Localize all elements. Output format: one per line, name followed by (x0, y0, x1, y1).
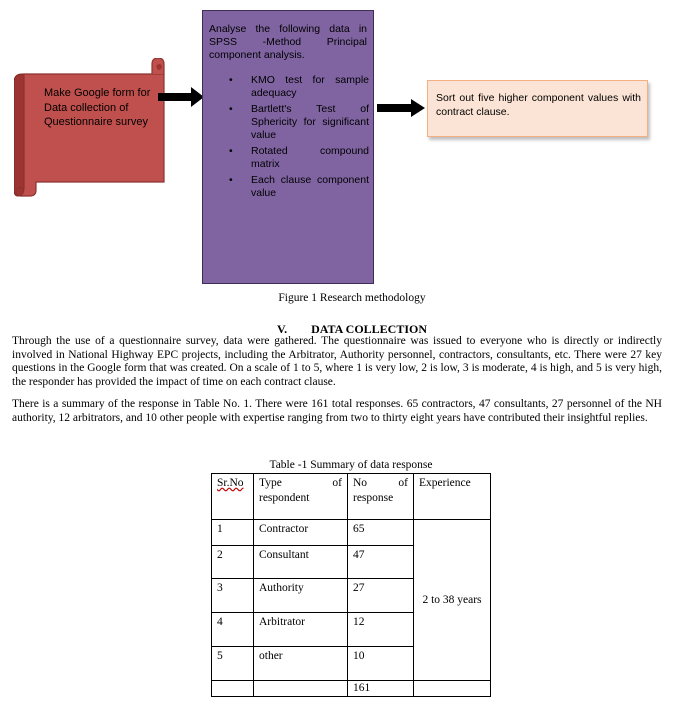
experience-cell: 2 to 38 years (414, 520, 491, 681)
header-type: Type of respondent (254, 474, 348, 520)
table-row: 2 Consultant 47 (212, 546, 491, 579)
table-row: 3 Authority 27 (212, 579, 491, 613)
arrow-2-icon (377, 98, 427, 118)
step3-text: Sort out five higher component values with contract clause. (436, 92, 641, 118)
total-count: 161 (348, 681, 414, 697)
paragraph: There is a summary of the response in Table No. 1. There were 161 total responses. 65 contractors, 47 consultants, 27 personnel of the NH authority, 12 arbitrators, and 10 other people with expertise ranging from two to thirty eight years have contributed their insightful replies. (12, 398, 662, 424)
header-sr-no: Sr.No (212, 474, 254, 520)
table-row: 5 other 10 (212, 647, 491, 681)
table-row: 4 Arbitrator 12 (212, 613, 491, 647)
paragraph: Through the use of a questionnaire survey, data were gathered. The questionnaire was issued to everyone who is directly or indirectly involved in National Highway EPC projects, including the Arbitrator, Authority personnel, contractors, consultants, etc. There were 27 key questions in the Google form that was created. On a scale of 1 to 5, where 1 is very low, 2 is low, 3 is moderate, 4 is high, and 5 is very high, the responder has provided the impact of time on each contract clause. (12, 335, 662, 388)
table-header-row (212, 474, 491, 520)
section-number: V. (276, 322, 288, 336)
step1-text: Make Google form for Data collection of Questionnaire survey (44, 87, 151, 128)
step2-item: • KMO test for sample adequacy (229, 74, 369, 99)
header-experience: Experience (414, 474, 491, 520)
section-title: DATA COLLECTION (311, 322, 428, 336)
step2-list (209, 74, 369, 203)
header-count: No of response (348, 474, 414, 520)
arrow-1-icon (158, 86, 206, 108)
figure-caption: Figure 1 Research methodology (278, 292, 426, 304)
step2-item: • Bartlett's Test of Sphericity for significant value (229, 103, 369, 141)
step2-item: • Rotated compound matrix (229, 145, 369, 170)
step2-item: • Each clause component value (229, 174, 369, 199)
table-row: 1 Contractor 65 2 to 38 years (212, 520, 491, 546)
table-total-row (212, 681, 491, 697)
table-caption: Table -1 Summary of data response (269, 459, 433, 471)
summary-table (211, 473, 491, 697)
step2-intro: Analyse the following data in SPSS -Method Principal component analysis. (209, 23, 367, 61)
